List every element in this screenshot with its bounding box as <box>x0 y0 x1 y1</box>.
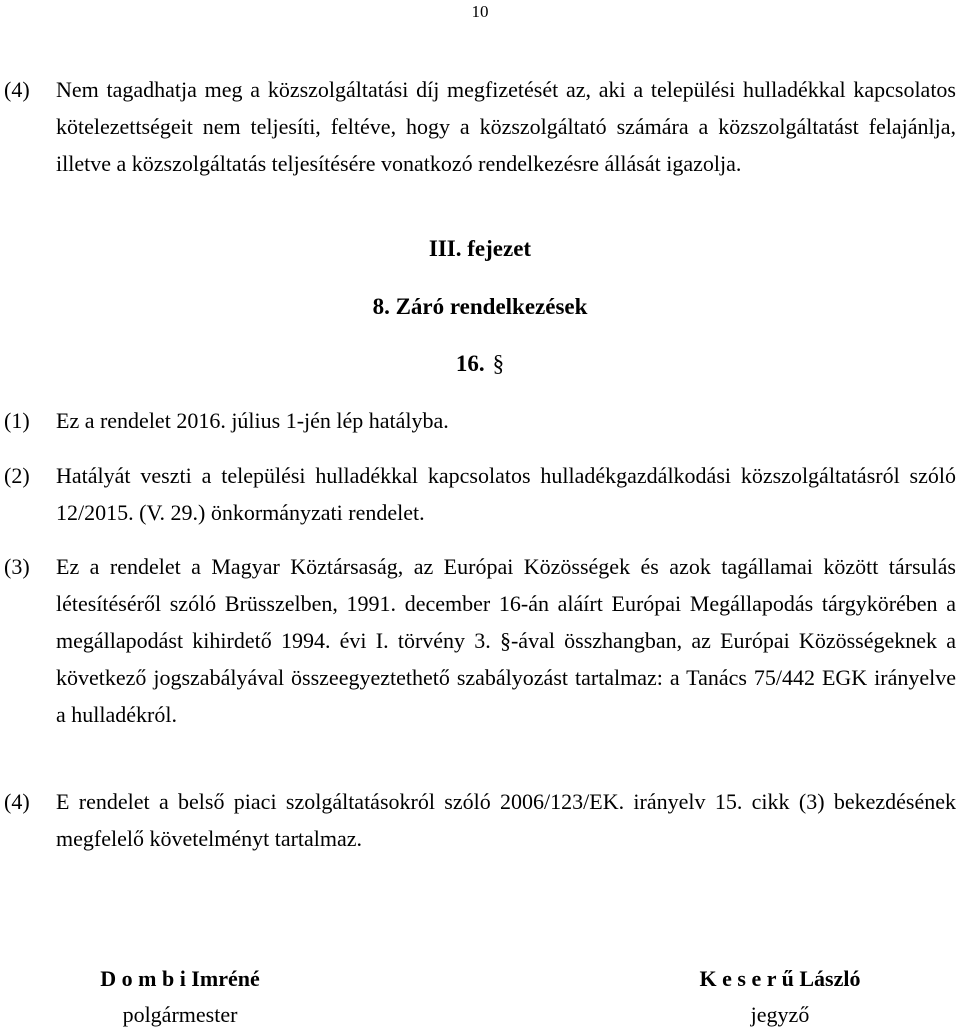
section-sign: § <box>492 351 505 376</box>
paragraph-number: (4) <box>4 789 30 814</box>
signature-mayor <box>60 961 300 1033</box>
paragraph-4 <box>4 783 956 857</box>
paragraph-text: E rendelet a belső piaci szolgáltatásokról szóló 2006/123/EK. irányelv 15. cikk (3) bekezdésének megfelelő követelményt tartalmaz. <box>56 789 956 851</box>
signature-role: polgármester <box>122 1002 238 1027</box>
paragraph-text: Nem tagadhatja meg a közszolgáltatási díj megfizetését az, aki a települési hulladékkal kapcsolatos kötelezettségeit nem teljesíti, feltéve, hogy a közszolgáltató számára a közszolgáltatást felajánlja, illetve a közszolgáltatás teljesítésére vonatkozó rendelkezésre állását igazolja. <box>56 77 956 176</box>
paragraph-2 <box>4 457 956 531</box>
paragraph-text: Hatályát veszti a települési hulladékkal kapcsolatos hulladékgazdálkodási közszolgáltatásról szóló 12/2015. (V. 29.) önkormányzati rendelet. <box>56 463 956 525</box>
paragraph-number: (2) <box>4 463 30 488</box>
paragraph-number: (4) <box>4 77 30 102</box>
page-number: 10 <box>471 2 489 21</box>
signature-name: K e s e r ű László <box>699 966 861 991</box>
signature-role: jegyző <box>750 1002 810 1027</box>
paragraph-text: Ez a rendelet a Magyar Köztársaság, az Európai Közösségek és azok tagállamai között társulás létesítéséről szóló Brüsszelben, 1991. december 16-án aláírt Európai Megállapodás tárgykörében a megállapodást kihirdető 1994. évi I. törvény 3. §-ával összhangban, az Európai Közösségeknek a következő jogszabályával összeegyeztethető szabályozást tartalmaz: a Tanács 75/442 EGK irányelve a hulladékról. <box>56 554 956 727</box>
section-number: 16. <box>455 351 485 376</box>
chapter-subtitle: 8. Záró rendelkezések <box>372 294 588 319</box>
paragraph-text: Ez a rendelet 2016. július 1-jén lép hatályba. <box>56 408 449 433</box>
paragraph-4-previous <box>4 71 956 182</box>
signature-name: D o m b i Imréné <box>100 966 260 991</box>
chapter-title: III. fejezet <box>428 236 532 261</box>
paragraph-number: (3) <box>4 554 30 579</box>
paragraph-3 <box>4 548 956 733</box>
signature-notary <box>660 961 900 1033</box>
paragraph-number: (1) <box>4 408 30 433</box>
paragraph-1 <box>4 402 956 439</box>
section-heading <box>0 351 960 377</box>
